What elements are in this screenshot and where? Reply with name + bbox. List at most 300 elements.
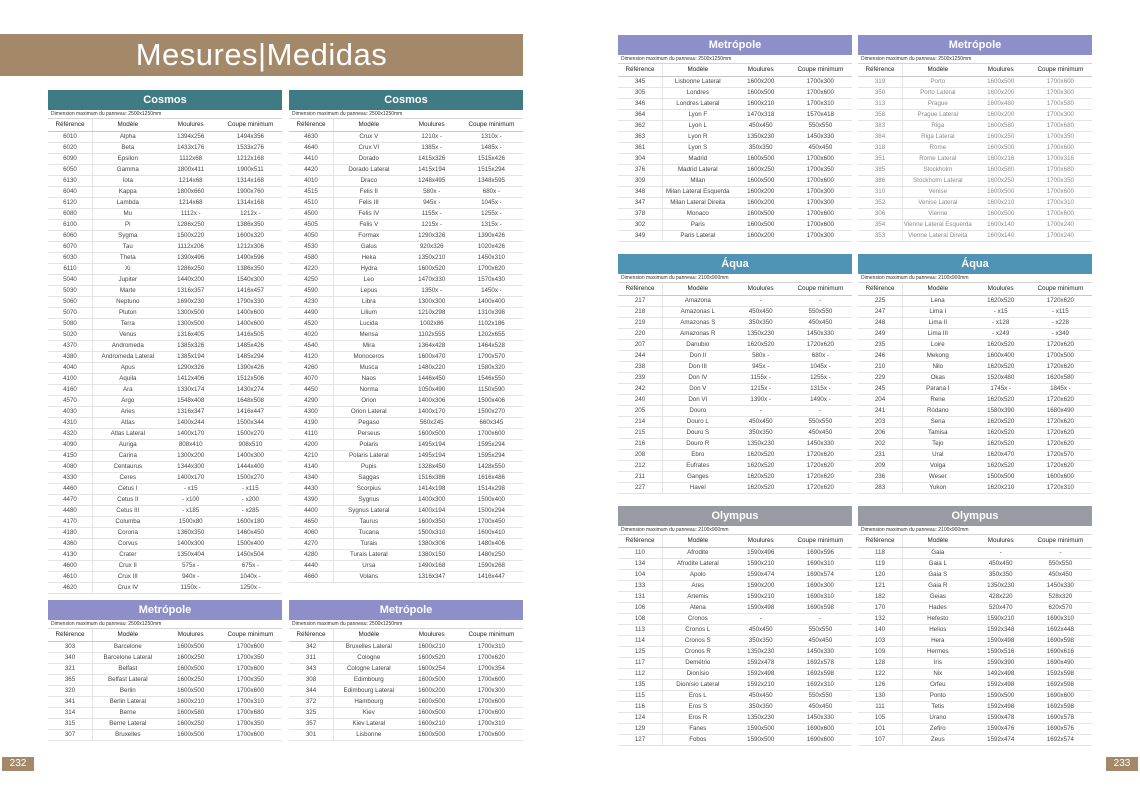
model-cell: Kappa — [92, 186, 162, 197]
reference-cell: 131 — [618, 591, 662, 602]
reference-cell: 347 — [618, 197, 662, 208]
moulures-cell: 1286x250 — [163, 263, 219, 274]
table-row — [618, 131, 852, 142]
moulures-cell: 1590x496 — [733, 547, 789, 558]
model-cell: Terra — [92, 318, 162, 329]
reference-cell: 4260 — [289, 362, 333, 373]
table-row — [858, 613, 1092, 624]
model-cell: Eros S — [662, 701, 732, 712]
reference-cell: 5060 — [48, 296, 92, 307]
moulures-cell: 1600x500 — [973, 142, 1029, 153]
reference-cell: 135 — [618, 679, 662, 690]
model-cell: Gaia L — [902, 558, 972, 569]
reference-cell: 4370 — [48, 340, 92, 351]
table-row — [48, 450, 282, 461]
model-cell: Londres Lateral — [662, 98, 732, 109]
table-row — [289, 696, 523, 707]
table-row — [289, 263, 523, 274]
moulures-cell: 1690x230 — [163, 296, 219, 307]
table-row — [289, 718, 523, 729]
reference-cell: 121 — [858, 580, 902, 591]
model-cell: Lambda — [92, 197, 162, 208]
model-cell: Cologne — [333, 652, 403, 663]
coupe-minimum-cell: 1212x306 — [219, 241, 282, 252]
table-row — [858, 624, 1092, 635]
model-cell: Aries — [92, 406, 162, 417]
moulures-cell: 1600x200 — [973, 109, 1029, 120]
moulures-cell: 1316x357 — [163, 285, 219, 296]
moulures-cell: 1590x498 — [973, 635, 1029, 646]
table-row — [618, 635, 852, 646]
coupe-minimum-cell: 1540x300 — [219, 274, 282, 285]
reference-cell: 6090 — [48, 153, 92, 164]
moulures-cell: 1360x350 — [163, 527, 219, 538]
moulures-cell: 1500x80 — [163, 516, 219, 527]
reference-cell: 140 — [858, 624, 902, 635]
coupe-minimum-cell: 1500x400 — [460, 494, 523, 505]
moulures-cell: 1592x210 — [733, 679, 789, 690]
model-cell: Pegaso — [333, 417, 403, 428]
table-row — [289, 538, 523, 549]
model-cell: Belfast — [92, 663, 162, 674]
reference-cell: 352 — [858, 197, 902, 208]
coupe-minimum-cell: 1595x294 — [460, 439, 523, 450]
reference-cell: 321 — [48, 663, 92, 674]
model-cell: Amazonas R — [662, 328, 732, 339]
table-row — [618, 591, 852, 602]
coupe-minimum-cell: 680x - — [789, 350, 852, 361]
coupe-minimum-cell: 1690x600 — [789, 723, 852, 734]
model-cell: Urano — [902, 712, 972, 723]
moulures-cell: 1215x - — [733, 383, 789, 394]
table-row — [618, 712, 852, 723]
reference-cell: 313 — [858, 98, 902, 109]
moulures-cell: 575x - — [163, 560, 219, 571]
moulures-cell: 1350x210 — [404, 252, 460, 263]
table-row — [289, 505, 523, 516]
model-cell: Tetis — [902, 701, 972, 712]
model-cell: Venise Lateral — [902, 197, 972, 208]
table-cosmos-2 — [289, 90, 523, 583]
reference-cell: 120 — [858, 569, 902, 580]
moulures-cell: 1210x - — [404, 131, 460, 142]
model-cell: Ara — [92, 384, 162, 395]
model-cell: Tejo — [902, 438, 972, 449]
coupe-minimum-cell: 1700x300 — [789, 186, 852, 197]
moulures-cell: 1433x176 — [163, 142, 219, 153]
model-cell: Kiev Lateral — [333, 718, 403, 729]
table-row — [289, 439, 523, 450]
reference-cell: 361 — [618, 142, 662, 153]
moulures-cell: 1600x140 — [973, 219, 1029, 230]
model-cell: Gaia S — [902, 569, 972, 580]
reference-cell: 357 — [289, 718, 333, 729]
coupe-minimum-cell: 660x345 — [460, 417, 523, 428]
coupe-minimum-cell: 1700x600 — [219, 641, 282, 652]
moulures-header: Moulures — [973, 64, 1029, 76]
reference-header: Référence — [858, 64, 902, 76]
table-row — [858, 657, 1092, 668]
reference-cell: 346 — [618, 98, 662, 109]
model-cell: Scorpius — [333, 483, 403, 494]
moulures-cell: 1600x580 — [163, 707, 219, 718]
reference-cell: 209 — [858, 460, 902, 471]
reference-cell: 4310 — [48, 417, 92, 428]
model-cell: Lyon F — [662, 109, 732, 120]
moulures-cell: 1592x348 — [973, 624, 1029, 635]
model-cell: Neptuno — [92, 296, 162, 307]
model-cell: Hydra — [333, 263, 403, 274]
moulures-cell: 1600x500 — [163, 685, 219, 696]
reference-cell: 119 — [858, 558, 902, 569]
model-cell: Berlin — [92, 685, 162, 696]
table-row — [858, 339, 1092, 350]
reference-cell: 4380 — [48, 351, 92, 362]
model-header: Modèle — [92, 119, 162, 131]
coupe-minimum-cell: 1416x505 — [219, 329, 282, 340]
coupe-minimum-cell: 1480x250 — [460, 549, 523, 560]
model-header: Modèle — [902, 283, 972, 295]
coupe-minimum-cell: 1690x600 — [1029, 690, 1092, 701]
moulures-cell: 1412x406 — [163, 373, 219, 384]
coupe-minimum-cell: 1692x310 — [789, 679, 852, 690]
model-cell: Rene — [902, 394, 972, 405]
reference-cell: 4250 — [289, 274, 333, 285]
moulures-header: Moulures — [733, 535, 789, 547]
reference-cell: 365 — [48, 674, 92, 685]
model-cell: Nix — [902, 668, 972, 679]
reference-header: Référence — [48, 629, 92, 641]
moulures-cell: 1620x520 — [973, 438, 1029, 449]
moulures-cell: 450x450 — [733, 120, 789, 131]
reference-cell: 124 — [618, 712, 662, 723]
moulures-cell: 1620x520 — [973, 460, 1029, 471]
model-cell: Gaia R — [902, 580, 972, 591]
coupe-minimum-cell: 1690x576 — [1029, 723, 1092, 734]
table-row — [618, 328, 852, 339]
reference-cell: 107 — [858, 734, 902, 745]
reference-header: Référence — [289, 629, 333, 641]
table-row — [858, 109, 1092, 120]
table-row — [48, 197, 282, 208]
reference-cell: 307 — [48, 729, 92, 740]
reference-cell: 6030 — [48, 252, 92, 263]
table-row — [618, 394, 852, 405]
model-cell: Prague — [902, 98, 972, 109]
coupe-minimum-cell: 1720x620 — [1029, 416, 1092, 427]
reference-cell: 4360 — [48, 538, 92, 549]
panel-subtitle: Dimension maximum du panneau: 2100x900mm — [858, 274, 1092, 283]
model-cell: Lena — [902, 295, 972, 306]
model-cell: Corvus — [92, 538, 162, 549]
model-header: Modèle — [662, 64, 732, 76]
moulures-cell: 1495x194 — [404, 439, 460, 450]
reference-cell: 203 — [858, 416, 902, 427]
model-cell: Weser — [902, 471, 972, 482]
table-row — [858, 569, 1092, 580]
model-cell: Havel — [662, 482, 732, 493]
model-cell: Crux II — [92, 560, 162, 571]
table-row — [858, 394, 1092, 405]
model-cell: Don V — [662, 383, 732, 394]
table-row — [48, 307, 282, 318]
table-row — [618, 547, 852, 558]
coupe-minimum-cell: 1720x620 — [1029, 460, 1092, 471]
reference-cell: 182 — [858, 591, 902, 602]
coupe-minimum-cell: 1700x310 — [789, 98, 852, 109]
coupe-minimum-cell: 1790x330 — [219, 296, 282, 307]
table-row — [48, 641, 282, 652]
table-row — [289, 516, 523, 527]
coupe-minimum-cell: 550x550 — [1029, 558, 1092, 569]
coupe-minimum-cell: 1690x616 — [1029, 646, 1092, 657]
coupe-minimum-cell: 1450x - — [460, 285, 523, 296]
table-row — [858, 547, 1092, 558]
model-cell: Hermes — [902, 646, 972, 657]
moulures-cell: 1600x500 — [973, 208, 1029, 219]
table-row — [48, 362, 282, 373]
table-row — [289, 252, 523, 263]
moulures-cell: 1446x450 — [404, 373, 460, 384]
reference-cell: 108 — [618, 613, 662, 624]
coupe-minimum-cell: 1416x447 — [219, 406, 282, 417]
table-row — [48, 351, 282, 362]
table-row — [289, 296, 523, 307]
model-cell: Afrodite — [662, 547, 732, 558]
reference-cell: 4650 — [289, 516, 333, 527]
model-cell: Andromeda Lateral — [92, 351, 162, 362]
moulures-cell: 1600x580 — [973, 120, 1029, 131]
table-row — [618, 383, 852, 394]
moulures-cell: 1495x194 — [404, 450, 460, 461]
panel-subtitle: Dimension maximum du panneau: 2100x900mm — [618, 526, 852, 535]
table-row — [858, 98, 1092, 109]
panel-title: Metrópole — [48, 600, 282, 620]
table-row — [289, 329, 523, 340]
table-row — [618, 657, 852, 668]
coupe-minimum-cell: 1700x350 — [219, 652, 282, 663]
moulures-cell: 1600x500 — [404, 674, 460, 685]
reference-cell: 364 — [618, 109, 662, 120]
model-cell: Afrodite Lateral — [662, 558, 732, 569]
coupe-minimum-cell: 1700x350 — [1029, 131, 1092, 142]
reference-cell: 348 — [618, 186, 662, 197]
reference-cell: 341 — [48, 696, 92, 707]
header-row — [858, 283, 1092, 295]
model-cell: Perseus — [333, 428, 403, 439]
model-cell: Sena — [902, 416, 972, 427]
table-row — [289, 153, 523, 164]
moulures-cell: 580x - — [733, 350, 789, 361]
dimensions-table — [618, 283, 852, 494]
panel-title: Metrópole — [289, 600, 523, 620]
table-row — [858, 405, 1092, 416]
table-row — [858, 734, 1092, 745]
reference-cell: 4020 — [289, 329, 333, 340]
reference-cell: 4600 — [48, 560, 92, 571]
table-row — [858, 142, 1092, 153]
table-row — [618, 569, 852, 580]
model-cell: Beta — [92, 142, 162, 153]
coupe-minimum-cell: 1348x595 — [460, 175, 523, 186]
table-row — [618, 339, 852, 350]
reference-cell: 129 — [618, 723, 662, 734]
moulures-header: Moulures — [404, 629, 460, 641]
model-cell: Barcelone Lateral — [92, 652, 162, 663]
model-header: Modèle — [662, 283, 732, 295]
table-row — [48, 571, 282, 582]
coupe-minimum-cell: 1720x620 — [1029, 339, 1092, 350]
reference-cell: 240 — [618, 394, 662, 405]
moulures-cell: 1112x68 — [163, 153, 219, 164]
reference-cell: 115 — [618, 690, 662, 701]
coupe-minimum-cell: 1700x350 — [789, 164, 852, 175]
model-cell: Sygnus — [333, 494, 403, 505]
panel-title: Áqua — [858, 254, 1092, 274]
model-cell: Musca — [333, 362, 403, 373]
coupe-minimum-cell: 1485x - — [460, 142, 523, 153]
reference-cell: 310 — [858, 186, 902, 197]
moulures-cell: 1600x500 — [973, 186, 1029, 197]
panel-subtitle: Dimension maximum du panneau: 2500x1250mm — [618, 55, 852, 64]
table-row — [618, 405, 852, 416]
moulures-cell: 1600x250 — [973, 175, 1029, 186]
moulures-cell: 1286x250 — [163, 219, 219, 230]
reference-cell: 345 — [618, 76, 662, 87]
moulures-cell: 1380x150 — [404, 549, 460, 560]
table-row — [858, 295, 1092, 306]
reference-cell: 235 — [858, 339, 902, 350]
coupe-minimum-cell: 1700x300 — [789, 76, 852, 87]
model-cell: Epsilon — [92, 153, 162, 164]
table-row — [858, 679, 1092, 690]
reference-cell: 372 — [289, 696, 333, 707]
model-cell: Atena — [662, 602, 732, 613]
table-row — [858, 317, 1092, 328]
coupe-minimum-cell: 1416x447 — [460, 571, 523, 582]
model-cell: Turais Lateral — [333, 549, 403, 560]
moulures-cell: 1350x230 — [973, 580, 1029, 591]
coupe-minimum-cell: 1692x598 — [1029, 679, 1092, 690]
model-cell: Polaris Lateral — [333, 450, 403, 461]
coupe-minimum-cell: 1255x - — [789, 372, 852, 383]
moulures-cell: 1620x520 — [973, 339, 1029, 350]
model-header: Modèle — [333, 119, 403, 131]
table-row — [289, 652, 523, 663]
reference-cell: 111 — [858, 701, 902, 712]
moulures-cell: 1590x200 — [733, 580, 789, 591]
reference-cell: 308 — [289, 674, 333, 685]
reference-cell: 125 — [618, 646, 662, 657]
reference-cell: 248 — [858, 317, 902, 328]
table-row — [858, 372, 1092, 383]
reference-cell: 4610 — [48, 571, 92, 582]
moulures-cell: 1600x520 — [404, 652, 460, 663]
moulures-cell: 1300x500 — [163, 307, 219, 318]
model-cell: Rome Lateral — [902, 153, 972, 164]
moulures-cell: 1600x500 — [404, 696, 460, 707]
model-cell: Andromeda — [92, 340, 162, 351]
coupe-minimum-cell: 1480x406 — [460, 538, 523, 549]
reference-header: Référence — [858, 535, 902, 547]
table-row — [289, 685, 523, 696]
coupe-minimum-cell: 1102x186 — [460, 318, 523, 329]
model-cell: Mensa — [333, 329, 403, 340]
reference-cell: 127 — [618, 734, 662, 745]
coupe-minimum-cell: 1202x655 — [460, 329, 523, 340]
moulures-cell: 1620x520 — [973, 361, 1029, 372]
model-cell: Ursa — [333, 560, 403, 571]
moulures-cell: 1500x220 — [163, 230, 219, 241]
reference-cell: 283 — [858, 482, 902, 493]
moulures-cell: - — [733, 295, 789, 306]
coupe-minimum-cell: 1700x680 — [219, 707, 282, 718]
table-row — [858, 580, 1092, 591]
reference-cell: 4540 — [289, 340, 333, 351]
model-cell: Felis III — [333, 197, 403, 208]
reference-cell: 4620 — [48, 582, 92, 593]
reference-cell: 4460 — [48, 483, 92, 494]
table-row — [289, 560, 523, 571]
coupe-minimum-cell: 1450x330 — [789, 646, 852, 657]
reference-cell: 4440 — [289, 560, 333, 571]
model-cell: Ponto — [902, 690, 972, 701]
reference-header: Référence — [618, 64, 662, 76]
table-row — [618, 186, 852, 197]
table-row — [48, 384, 282, 395]
table-row — [618, 175, 852, 186]
coupe-minimum-cell: 1690x600 — [789, 734, 852, 745]
model-cell: Porto — [902, 76, 972, 87]
coupe-minimum-header: Coupe minimum — [1029, 64, 1092, 76]
coupe-minimum-cell: 1485x294 — [219, 351, 282, 362]
panel-title: Metrópole — [618, 35, 852, 55]
model-cell: Nilo — [902, 361, 972, 372]
reference-cell: 385 — [858, 164, 902, 175]
table-row — [48, 329, 282, 340]
panel-subtitle: Dimension maximum du panneau: 2100x900mm — [618, 274, 852, 283]
table-row — [289, 450, 523, 461]
model-cell: Edimbourg Lateral — [333, 685, 403, 696]
table-aqua-2 — [858, 254, 1092, 494]
moulures-cell: 1620x520 — [733, 471, 789, 482]
coupe-minimum-cell: 550x550 — [789, 306, 852, 317]
coupe-minimum-cell: 1700x600 — [789, 175, 852, 186]
reference-cell: 218 — [618, 306, 662, 317]
coupe-minimum-header: Coupe minimum — [219, 119, 282, 131]
model-cell: Bruxelles — [92, 729, 162, 740]
coupe-minimum-cell: 1700x600 — [789, 219, 852, 230]
coupe-minimum-cell: 450x450 — [789, 701, 852, 712]
reference-cell: 4320 — [48, 428, 92, 439]
reference-cell: 204 — [858, 394, 902, 405]
coupe-minimum-cell: - x228 — [1029, 317, 1092, 328]
coupe-minimum-header: Coupe minimum — [789, 64, 852, 76]
moulures-cell: 1300x200 — [163, 450, 219, 461]
table-row — [48, 164, 282, 175]
model-cell: Aquila — [92, 373, 162, 384]
table-row — [618, 427, 852, 438]
model-cell: Riga Lateral — [902, 131, 972, 142]
moulures-cell: 940x - — [163, 571, 219, 582]
coupe-minimum-cell: 1690x310 — [789, 591, 852, 602]
reference-cell: 217 — [618, 295, 662, 306]
coupe-minimum-cell: 1600x320 — [219, 230, 282, 241]
moulures-cell: 1330x174 — [163, 384, 219, 395]
table-row — [618, 76, 852, 87]
moulures-cell: 1600x500 — [404, 428, 460, 439]
model-cell: Theta — [92, 252, 162, 263]
